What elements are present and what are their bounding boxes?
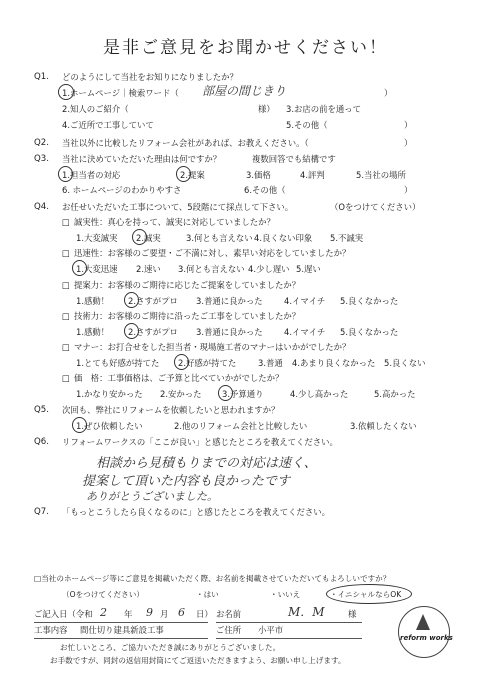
q4-sincerity-question: 誠実性：真心を持って、誠実に対応していましたか？ [74, 217, 275, 227]
q4-manner-bullet: □ [62, 342, 70, 352]
q4-price-opt-5: 5.高かった [374, 389, 416, 399]
consent-initials: ・イニシャルならOK [330, 590, 402, 599]
consent-no: ・いいえ [270, 590, 301, 599]
q1-option-1-close: ） [384, 88, 393, 98]
q1-question: どのようにして当社をお知りになりましたか？ [62, 72, 238, 82]
date-month: 9 [146, 606, 153, 619]
q3-answer-circle-2 [176, 166, 191, 182]
page-title: 是非ご意見をお聞かせください！ [103, 38, 388, 58]
name-suffix: 様 [348, 609, 357, 619]
q4-speed-bullet: □ [62, 248, 70, 258]
q1-option-5-close: ） [404, 120, 413, 130]
q4-sincerity-circle [132, 229, 147, 245]
q1-option-1: 1.ホームページ｜検索ワード（ [62, 88, 179, 98]
name-underline [216, 622, 362, 623]
q2-number: Q2. [34, 138, 49, 148]
address-value: 小平市 [258, 625, 284, 635]
consent-yes: ・はい [196, 590, 219, 599]
q4-price-opt-3: 3.予算通り [222, 389, 264, 399]
q4-speed-circle [72, 260, 87, 276]
date-day: 6 [178, 606, 185, 619]
q4-sincerity-bullet: □ [62, 217, 70, 227]
address-label: ご住所 [216, 625, 242, 635]
q3-number: Q3. [34, 154, 49, 164]
consent-note: （Oをつけてください） [62, 590, 144, 599]
q4-proposal-question: 提案力：お客様のご期待に応じたご提案をしていましたか？ [74, 280, 301, 290]
q4-proposal-opt-3: 3.普通に良かった [196, 296, 263, 306]
q1-number: Q1. [34, 72, 49, 82]
q4-instruction: （Oをつけてください） [330, 202, 421, 212]
logo-text: reform works [400, 634, 453, 642]
name-label: お名前 [216, 609, 242, 619]
address-underline [216, 638, 362, 639]
q3-option-7-close: ） [404, 185, 413, 195]
q6-answer-line-3: ありがとうございました。 [86, 490, 218, 503]
q3-option-5: 5.当社の場所 [356, 170, 406, 180]
q3-option-7: 6.その他（ [244, 185, 286, 195]
q3-note: 複数回答でも結構です [252, 154, 336, 164]
consent-answer-circle [326, 584, 412, 604]
q4-skill-opt-1: 1.感動！ [76, 327, 110, 337]
work-value: 間仕切り建具新設工事 [80, 625, 164, 635]
q4-proposal-bullet: □ [62, 280, 70, 290]
q6-answer-line-1: 相談から見積もりまでの対応は速く、 [96, 456, 317, 471]
q2-close: ） [404, 138, 413, 148]
date-label: ご記入日（令和 [34, 609, 93, 619]
q1-option-2: 2.知人のご紹介（ [62, 104, 129, 114]
return-notice: お手数ですが、同封の返信用封筒にてご返送いただきますよう、お願い申し上げます。 [50, 656, 346, 665]
q6-number: Q6. [34, 437, 49, 447]
tree-icon [416, 614, 430, 630]
q3-answer-circle-1 [58, 166, 73, 182]
q4-skill-opt-2: 2.さすがプロ [128, 327, 178, 337]
q4-sincerity-opt-3: 3.何とも言えない [186, 233, 253, 243]
date-month-unit: 月 [160, 609, 169, 619]
q4-price-bullet: □ [62, 373, 70, 383]
q4-sincerity-opt-2: 2.誠実 [136, 233, 161, 243]
consent-question: □当社のホームページ等にご意見を掲載いただく際、お名前を掲載させていただいてもよろしいですか？ [34, 574, 391, 583]
q4-skill-opt-5: 5.良くなかった [340, 327, 399, 337]
q7-number: Q7. [34, 507, 49, 517]
q1-answer-circle [58, 84, 74, 100]
q3-option-1: 1.担当者の対応 [62, 170, 121, 180]
q4-price-opt-1: 1.かなり安かった [76, 389, 143, 399]
q4-price-opt-4: 4.少し高かった [290, 389, 349, 399]
q4-question: お任せいただいた工事について、5段階にて採点して下さい。 [62, 202, 294, 212]
q4-speed-opt-5: 5.遅い [296, 264, 321, 274]
date-underline [34, 622, 208, 623]
q4-sincerity-opt-4: 4.良くない印象 [254, 233, 313, 243]
q5-option-2: 2.他のリフォーム会社と比較したい [174, 421, 308, 431]
q4-sincerity-opt-5: 5.不誠実 [330, 233, 364, 243]
q4-price-question: 価 格：工事価格は、ご予算と比べていかがでしたか？ [74, 373, 284, 383]
q1-option-4: 4.ご近所で工事していて [62, 120, 154, 130]
q5-option-3: 3.依頼したくない [350, 421, 417, 431]
q3-option-3: 3.価格 [246, 170, 271, 180]
q4-speed-opt-3: 3.何とも言えない [178, 264, 245, 274]
q3-option-2: 2.提案 [180, 170, 205, 180]
q5-option-1: 1.ぜひ依頼したい [76, 421, 143, 431]
q4-skill-opt-3: 3.普通に良かった [196, 327, 263, 337]
q4-speed-opt-2: 2.速い [136, 264, 161, 274]
q4-manner-circle [174, 354, 189, 370]
q1-option-2-suffix: 様） [258, 104, 275, 114]
q4-proposal-opt-2: 2.さすがプロ [128, 296, 178, 306]
q4-skill-opt-4: 4.イマイチ [284, 327, 326, 337]
q4-proposal-opt-1: 1.感動！ [76, 296, 110, 306]
q4-proposal-opt-4: 4.イマイチ [284, 296, 326, 306]
thanks-notice: お忙しいところ、ご協力いただき誠にありがとうございました。 [60, 643, 281, 652]
q4-proposal-opt-5: 5.良くなかった [340, 296, 399, 306]
q5-number: Q5. [34, 405, 49, 415]
date-year-unit: 年 [124, 609, 133, 619]
q7-question: 「もっとこうしたら良くなるのに」と感じたところを教えてください。 [62, 507, 330, 517]
q6-question: リフォームワークスの「ここが良い」と感じたところを教えてください。 [62, 437, 338, 447]
date-year: 2 [100, 606, 107, 619]
q4-manner-question: マナー：お打合せをした担当者・現場施工者のマナーはいかがでしたか？ [74, 342, 351, 352]
q3-option-4: 4.評判 [300, 170, 325, 180]
name-value: M．M [288, 605, 325, 619]
q4-manner-opt-3: 3.普通 [258, 358, 283, 368]
q5-answer-circle [72, 417, 87, 433]
q2-question: 当社以外に比較したリフォーム会社があれば、お教えください。（ [62, 138, 309, 148]
q4-speed-opt-1: 1.大変迅速 [76, 264, 118, 274]
q4-speed-opt-4: 4.少し遅い [248, 264, 290, 274]
q4-skill-bullet: □ [62, 311, 70, 321]
q4-sincerity-opt-1: 1.大変誠実 [76, 233, 118, 243]
q4-price-opt-2: 2.安かった [160, 389, 202, 399]
q4-manner-opt-2: 2.好感が持てた [178, 358, 237, 368]
q4-skill-question: 技術力：お客様のご期待に沿ったご工事をしていましたか？ [74, 311, 301, 321]
q1-option-1-answer: 部屋の間じきり [202, 84, 287, 98]
q6-answer-line-2: 提案して頂いた内容も良かったです [82, 474, 291, 489]
q1-option-5: 5.その他（ [286, 120, 328, 130]
q1-option-3: 3.お店の前を通って [286, 104, 361, 114]
q3-question: 当社に決めていただいた理由は何ですか？ [62, 154, 222, 164]
q5-question: 次回も、弊社にリフォームを依頼したいと思われますか？ [62, 405, 280, 415]
q4-manner-opt-4: 4.あまり良くなかった [292, 358, 376, 368]
q4-manner-opt-1: 1.とても好感が持てた [76, 358, 160, 368]
q4-manner-opt-5: 5.良くない [384, 358, 426, 368]
date-day-unit: 日） [196, 609, 213, 619]
q4-price-circle [218, 385, 233, 401]
q4-proposal-circle [124, 292, 139, 308]
q4-speed-question: 迅速性：お客様のご要望・ご不満に対し、素早い対応をしていましたか？ [74, 248, 351, 258]
work-label: 工事内容 [34, 625, 68, 635]
q4-skill-circle [124, 323, 139, 339]
work-underline [34, 638, 208, 639]
q4-number: Q4. [34, 202, 49, 212]
q3-option-6: 6. ホームページのわかりやすさ [62, 185, 182, 195]
